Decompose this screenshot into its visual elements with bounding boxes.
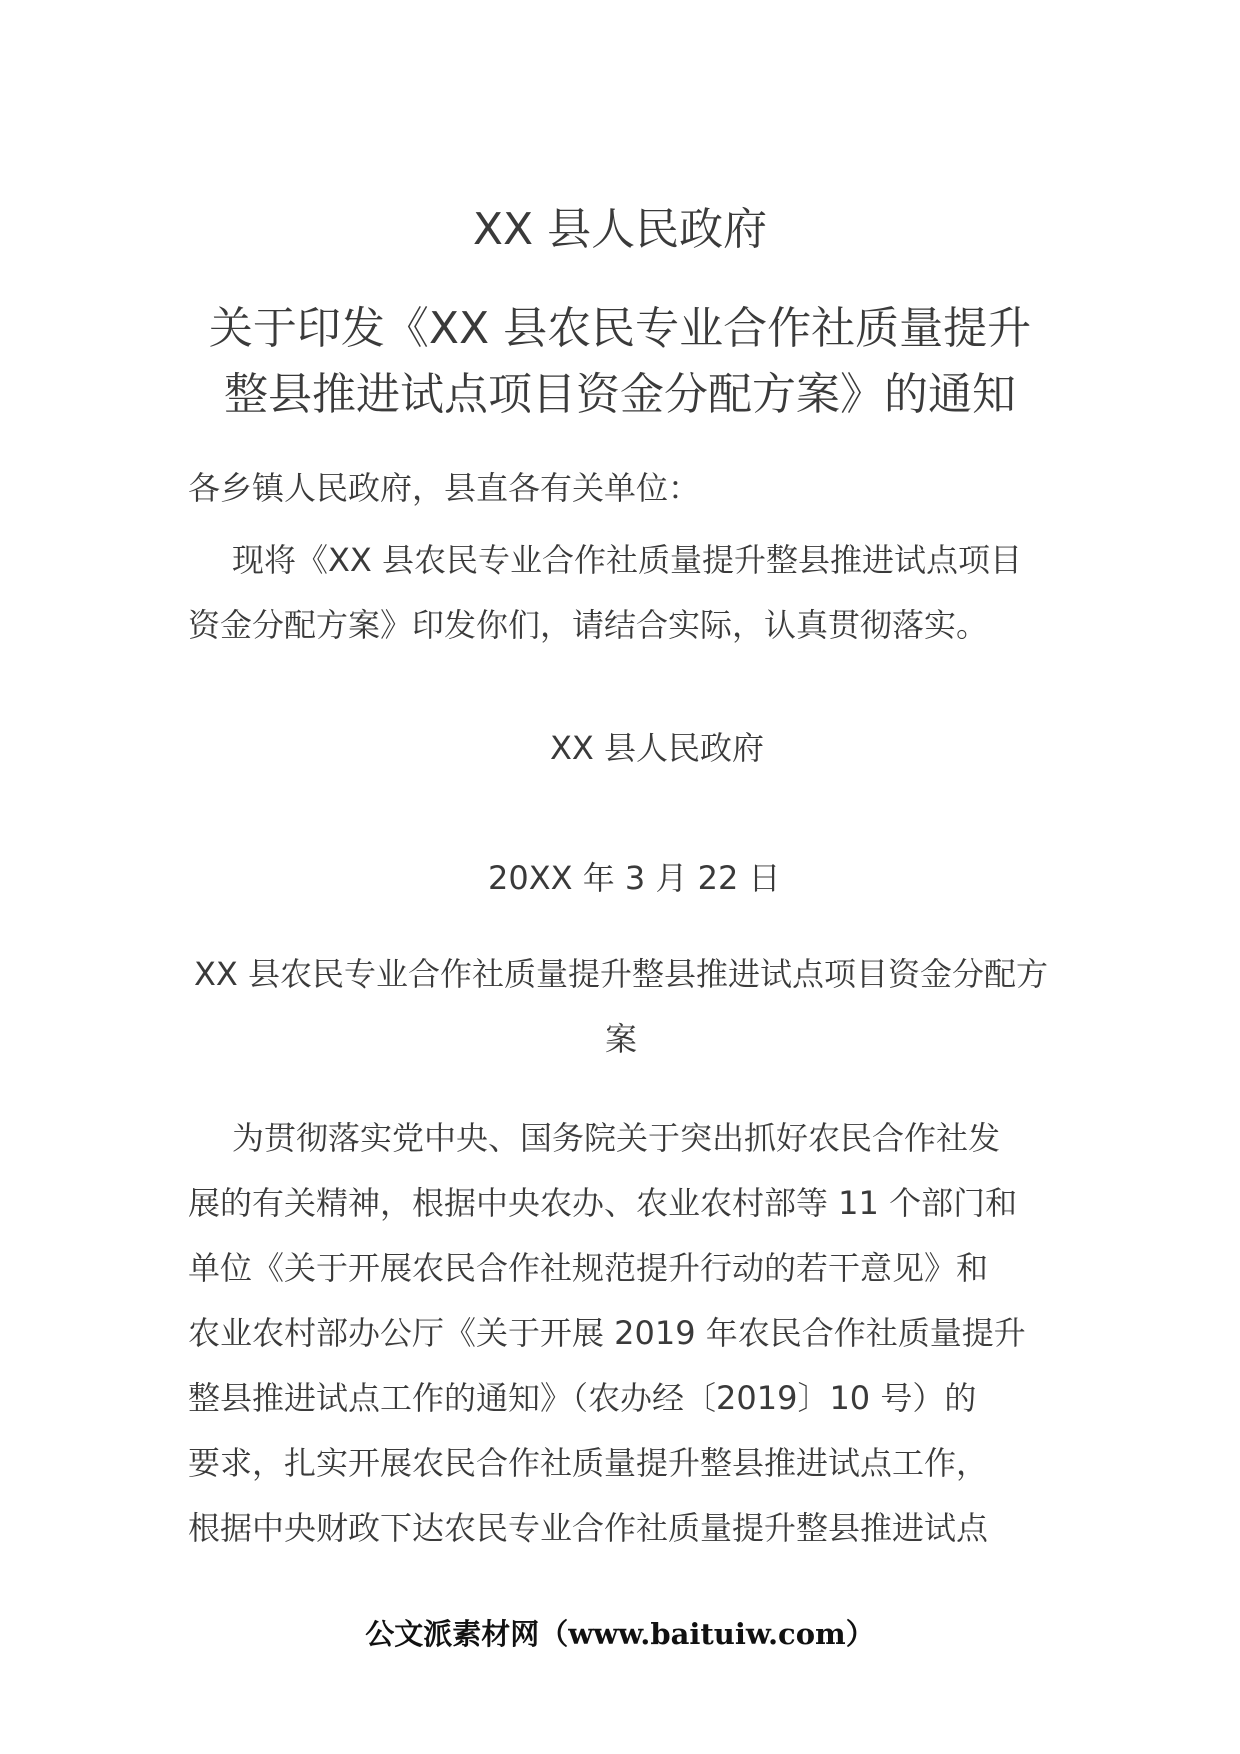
plan-title-line: 案 bbox=[604, 1020, 637, 1058]
paragraph-line: 整县推进试点工作的通知》（农办经〔2019〕10 号）的 bbox=[188, 1379, 977, 1417]
plan-title bbox=[188, 942, 1054, 1072]
paragraph-line: 资金分配方案》印发你们，请结合实际，认真贯彻落实。 bbox=[188, 606, 989, 644]
footer-watermark: 公文派素材网（www.baituiw.com） bbox=[365, 1617, 875, 1651]
issuing-organization-title: XX 县人民政府 bbox=[472, 204, 768, 255]
paragraph-line: 农业农村部办公厅《关于开展 2019 年农民合作社质量提升 bbox=[188, 1314, 1026, 1352]
issue-date: 20XX 年 3 月 22 日 bbox=[488, 859, 781, 897]
notice-title-line: 整县推进试点项目资金分配方案》的通知 bbox=[224, 369, 1016, 420]
paragraph-line: 现将《XX 县农民专业合作社质量提升整县推进试点项目 bbox=[232, 541, 1023, 579]
paragraph-line: 单位《关于开展农民合作社规范提升行动的若干意见》和 bbox=[188, 1249, 989, 1287]
notice-title bbox=[190, 296, 1050, 428]
plan-title-line: XX 县农民专业合作社质量提升整县推进试点项目资金分配方 bbox=[193, 955, 1049, 993]
intro-paragraph bbox=[188, 528, 1058, 658]
paragraph-line: 为贯彻落实党中央、国务院关于突出抓好农民合作社发 bbox=[232, 1119, 1001, 1157]
paragraph-line: 展的有关精神，根据中央农办、农业农村部等 11 个部门和 bbox=[188, 1184, 1018, 1222]
body-paragraph bbox=[188, 1106, 1058, 1561]
notice-title-line: 关于印发《XX 县农民专业合作社质量提升 bbox=[208, 303, 1032, 354]
paragraph-line: 根据中央财政下达农民专业合作社质量提升整县推进试点 bbox=[188, 1509, 989, 1547]
salutation: 各乡镇人民政府，县直各有关单位： bbox=[188, 469, 701, 507]
paragraph-line: 要求，扎实开展农民合作社质量提升整县推进试点工作， bbox=[188, 1444, 989, 1482]
signature: XX 县人民政府 bbox=[550, 729, 765, 767]
